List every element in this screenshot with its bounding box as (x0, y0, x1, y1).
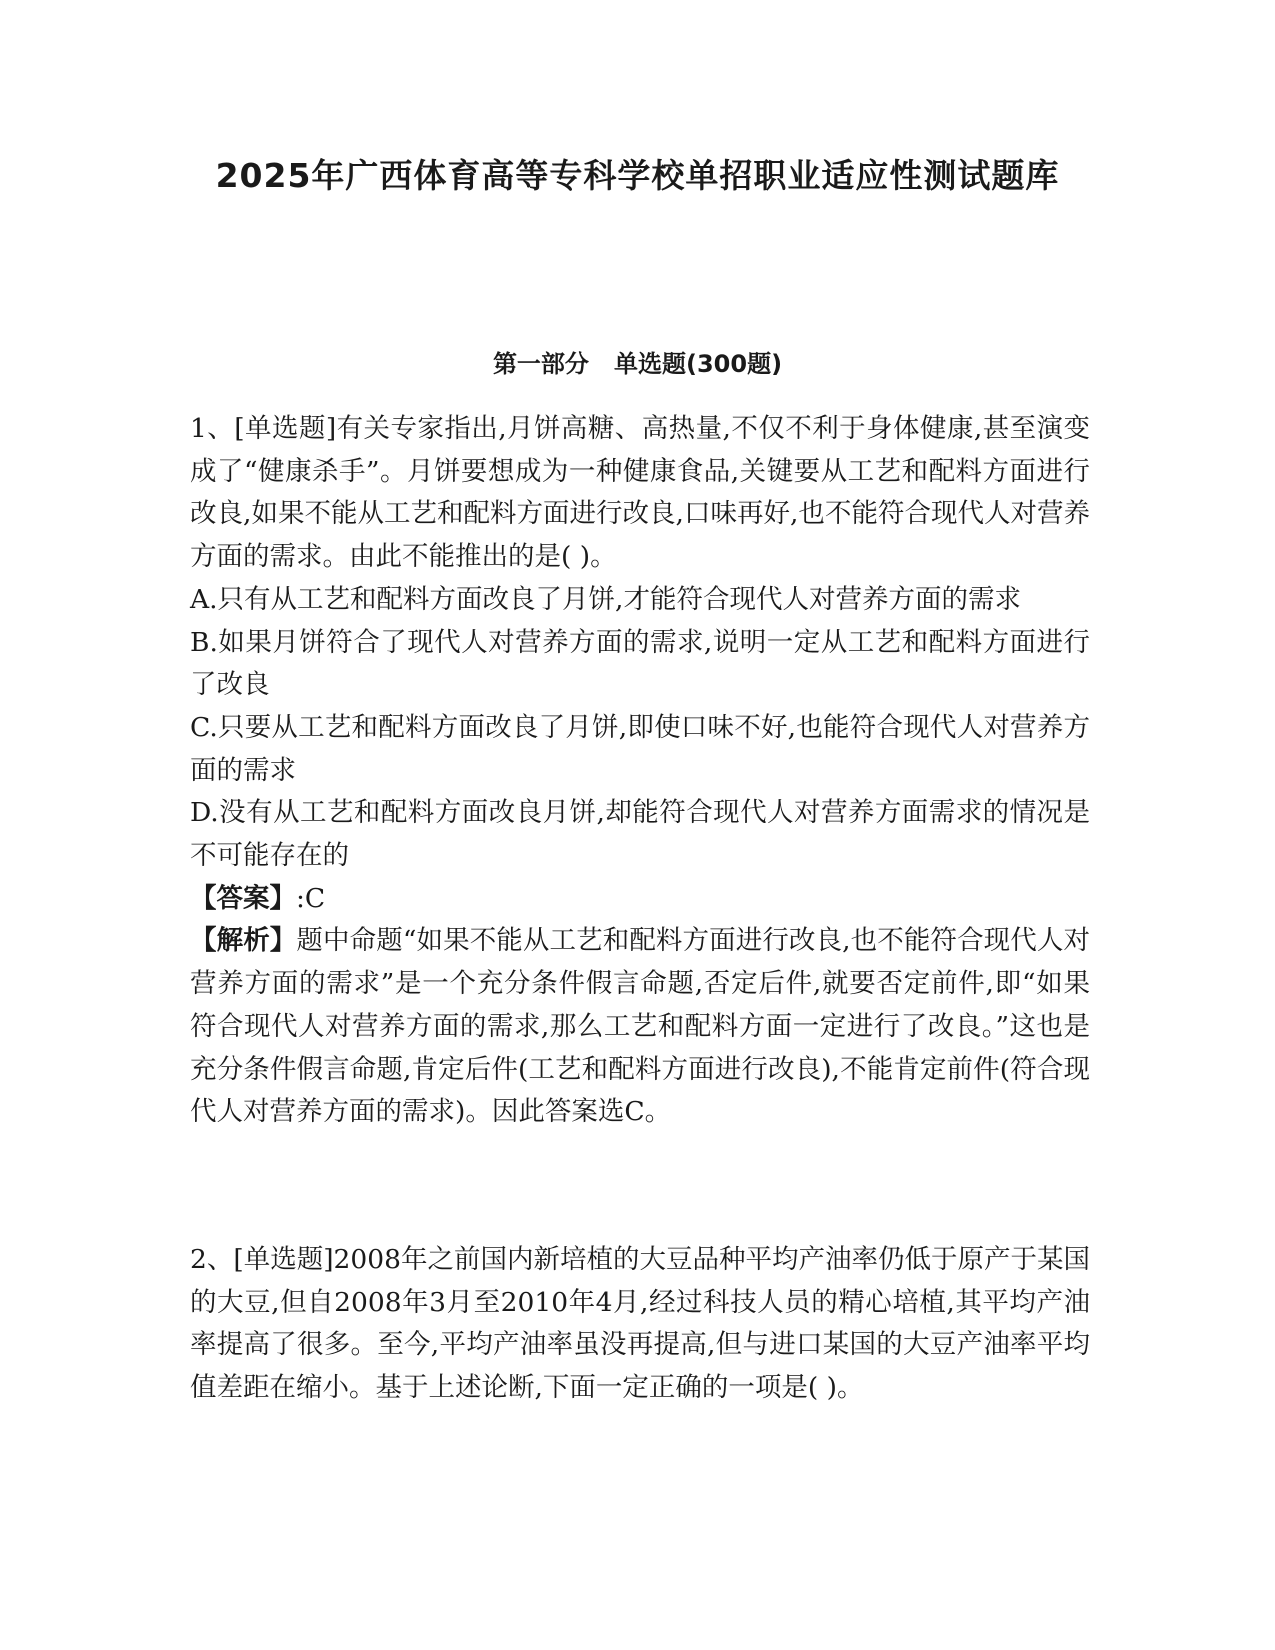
answer-value: :C (296, 882, 326, 914)
question-stem: 2、[单选题]2008年之前国内新培植的大豆品种平均产油率仍低于原产于某国的大豆,但自2008年3月至2010年4月,经过科技人员的精心培植,其平均产油率提高了很多。至今,平均产油率虽没再提高,但与进口某国的大豆产油率平均值差距在缩小。基于上述论断,下面一定正确的一项是( )。 (190, 1244, 1090, 1404)
analysis-text: 题中命题“如果不能从工艺和配料方面进行改良,也不能符合现代人对营养方面的需求”是一个充分条件假言命题,否定后件,就要否定前件,即“如果符合现代人对营养方面的需求,那么工艺和配料方面一定进行了改良。”这也是充分条件假言命题,肯定后件(工艺和配料方面进行改良),不能肯定前件(符合现代人对营养方面的需求)。因此答案选C。 (190, 925, 1090, 1128)
answer-line (190, 878, 1090, 921)
option-b: B.如果月饼符合了现代人对营养方面的需求,说明一定从工艺和配料方面进行了改良 (190, 626, 1090, 701)
question-1 (190, 408, 1090, 1134)
question-stem: 1、[单选题]有关专家指出,月饼高糖、高热量,不仅不利于身体健康,甚至演变成了“健康杀手”。月饼要想成为一种健康食品,关键要从工艺和配料方面进行改良,如果不能从工艺和配料方面进行改良,口味再好,也不能符合现代人对营养方面的需求。由此不能推出的是( )。 (190, 413, 1090, 573)
question-2 (190, 1239, 1090, 1410)
document-title: 2025年广西体育高等专科学校单招职业适应性测试题库 (215, 156, 1060, 195)
analysis-paragraph (190, 920, 1090, 1134)
option-c: C.只要从工艺和配料方面改良了月饼,即使口味不好,也能符合现代人对营养方面的需求 (190, 711, 1090, 786)
analysis-label: 【解析】 (190, 925, 297, 957)
answer-label: 【答案】 (190, 882, 296, 914)
option-d: D.没有从工艺和配料方面改良月饼,却能符合现代人对营养方面需求的情况是不可能存在的 (190, 797, 1090, 872)
option-a: A.只有从工艺和配料方面改良了月饼,才能符合现代人对营养方面的需求 (190, 583, 1021, 615)
section-heading: 第一部分 单选题(300题) (492, 350, 783, 378)
